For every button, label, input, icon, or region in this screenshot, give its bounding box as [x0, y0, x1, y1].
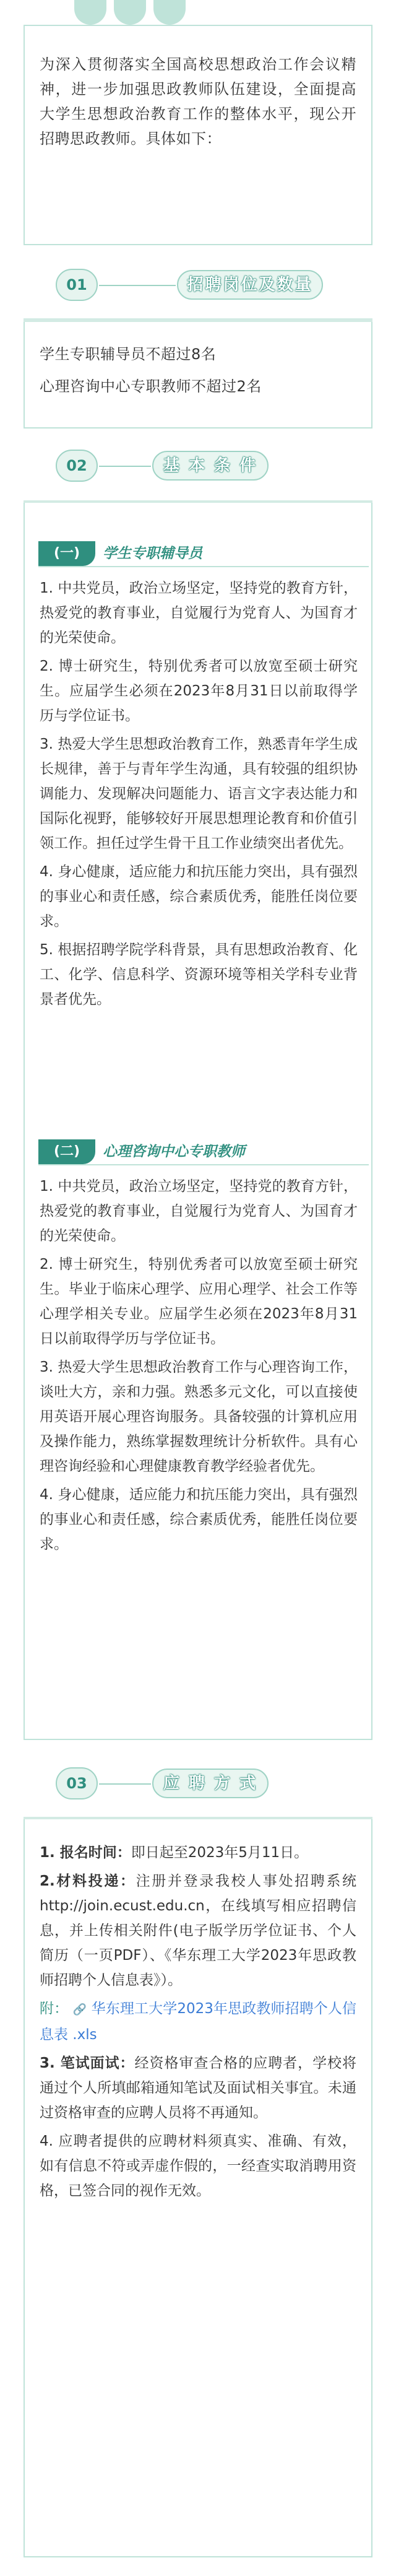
section3-title: 应 聘 方 式: [152, 1769, 269, 1798]
sub1-item-5: 5. 根据招聘学院学科背景，具有思想政治教育、化工、化学、信息科学、资源环境等相关学科专业背景者优先。: [40, 942, 358, 1007]
section1-title: 招聘岗位及数量: [177, 270, 323, 300]
s3-attachment: [40, 1996, 356, 2047]
sub2-item-1: 1. 中共党员，政治立场坚定，坚持党的教育方针，热爱党的教育事业，自觉履行为党育人、为国育才的光荣使命。: [40, 1178, 358, 1244]
sub2-heading: [38, 1139, 369, 1164]
section2-number: 02: [56, 450, 98, 482]
decor-circle-2: [114, 0, 146, 25]
sub2-underline: [38, 1164, 369, 1165]
section1-line-2: 心理咨询中心专职教师不超过2名: [40, 378, 262, 395]
s3-attachment-link[interactable]: 华东理工大学2023年思政教师招聘个人信息表 .xls: [40, 2001, 357, 2043]
sub1-item-2: 2. 博士研究生，特别优秀者可以放宽至硕士研究生。应届学生必须在2023年8月31日以前取得学历与学位证书。: [40, 658, 358, 724]
sub2-tag: (二): [38, 1139, 95, 1164]
sub2-item-4: 4. 身心健康，适应能力和抗压能力突出，具有强烈的事业心和责任感，综合素质优秀，能胜任岗位要求。: [40, 1487, 358, 1552]
sub1-title: 学生专职辅导员: [103, 546, 202, 562]
section1-number: 01: [56, 269, 98, 301]
section3-number: 03: [56, 1767, 98, 1799]
sub2-item-2: 2. 博士研究生，特别优秀者可以放宽至硕士研究生。毕业于临床心理学、应用心理学、社会工作等心理学相关专业。应届学生必须在2023年8月31日以前取得学历与学位证书。: [40, 1256, 358, 1347]
sub2-list: [40, 1174, 358, 1560]
section1-box: [24, 321, 372, 429]
intro-box: [24, 25, 372, 245]
sub1-item-3: 3. 热爱大学生思想政治教育工作，熟悉青年学生成长规律，善于与青年学生沟通，具有较强的组织协调能力、发现解决问题能力、语言文字表达能力和国际化视野，能够较好开展思想理论教育和价值引领工作。担任过学生骨干且工作业绩突出者优先。: [40, 736, 358, 851]
decor-circle-3: [153, 0, 186, 25]
sub1-item-4: 4. 身心健康，适应能力和抗压能力突出，具有强烈的事业心和责任感，综合素质优秀，能胜任岗位要求。: [40, 864, 358, 929]
sub1-list: [40, 576, 358, 1016]
section1-line-1: 学生专职辅导员不超过8名: [40, 346, 217, 363]
sub2-item-3: 3. 热爱大学生思想政治教育工作与心理咨询工作，谈吐大方，亲和力强。熟悉多元文化，可以直接使用英语开展心理咨询服务。具备较强的计算机应用及操作能力，熟练掌握数理统计分析软件。具有心理咨询经验和心理健康教育教学经验者优先。: [40, 1359, 358, 1474]
s3-item-1-text: 即日起至2023年5月11日。: [131, 1845, 309, 1861]
s3-item-3-text: 经资格审查合格的应聘者，学校将通过个人所填邮箱通知笔试及面试相关事宜。未通过资格审查的应聘人员将不再通知。: [40, 2055, 357, 2121]
section2-connector: [99, 466, 151, 467]
sub1-heading: [38, 541, 369, 566]
section2-title: 基 本 条 件: [152, 451, 269, 481]
s3-item-1-label: 1. 报名时间：: [40, 1845, 131, 1861]
s3-item-2-text: 注册并登录我校人事处招聘系统http://join.ecust.edu.cn，在线填写相应招聘信息，并上传相关附件(电子版学历学位证书、个人简历（一页PDF）、《华东理工大学2023年思政教师招聘个人信息表》）。: [40, 1873, 356, 1988]
s3-attachment-label: 附：: [40, 2001, 69, 2017]
decor-circle-1: [74, 0, 106, 25]
sub2-title: 心理咨询中心专职教师: [103, 1144, 245, 1160]
sub1-underline: [38, 566, 369, 567]
section3-connector: [99, 1783, 151, 1785]
s3-item-1: [40, 1840, 356, 1865]
section3-box: [24, 1819, 372, 2557]
section1-connector: [99, 285, 176, 286]
sub1-tag: (一): [38, 541, 95, 566]
paperclip-icon: 🔗: [72, 2003, 87, 2016]
s3-item-3-label: 3. 笔试面试：: [40, 2055, 135, 2071]
s3-item-2: [40, 1869, 356, 1993]
section1-top-bar: [24, 318, 372, 322]
s3-item-4: 4. 应聘者提供的应聘材料须真实、准确、有效，如有信息不符或弄虚作假的，一经查实取消聘用资格，已签合同的视作无效。: [40, 2133, 356, 2199]
s3-item-3: [40, 2051, 356, 2125]
s3-item-2-label: 2.材料投递：: [40, 1873, 136, 1889]
section2-box: [24, 503, 372, 1740]
sub1-item-1: 1. 中共党员，政治立场坚定，坚持党的教育方针，热爱党的教育事业，自觉履行为党育人、为国育才的光荣使命。: [40, 580, 358, 646]
intro-text: 为深入贯彻落实全国高校思想政治工作会议精神，进一步加强思政教师队伍建设，全面提高大学生思想政治教育工作的整体水平，现公开招聘思政教师。具体如下：: [40, 56, 356, 147]
